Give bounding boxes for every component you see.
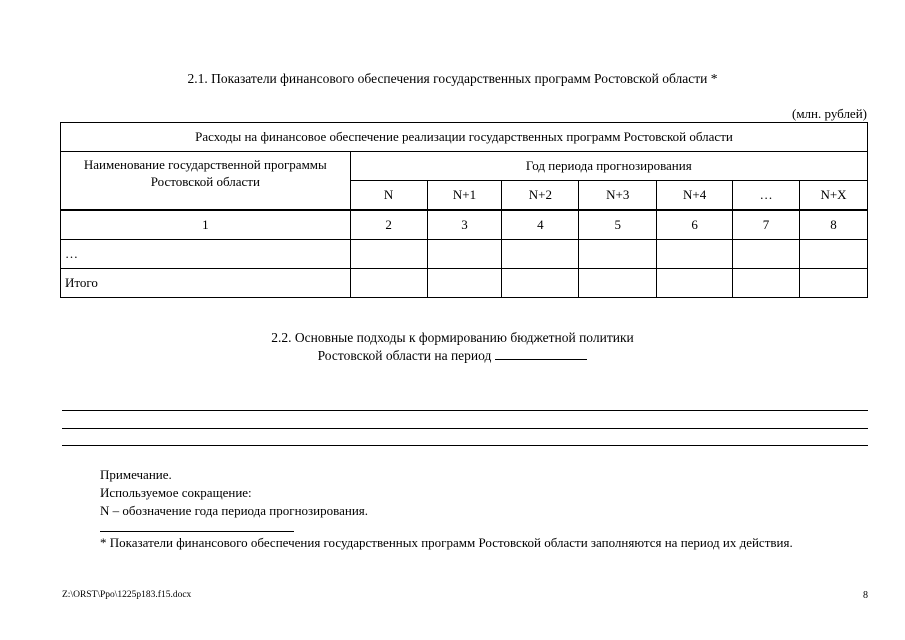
page-number: 8 — [863, 590, 868, 601]
table-cell — [733, 269, 800, 298]
units-label: (млн. рублей) — [792, 106, 867, 121]
year-column-header: N+X — [800, 181, 868, 210]
column-number: 7 — [733, 211, 800, 240]
column-number: 3 — [427, 211, 502, 240]
file-path: Z:\ORST\Ppo\1225p183.f15.docx — [62, 590, 192, 600]
fill-in-line — [62, 445, 868, 446]
year-column-header: N+4 — [657, 181, 733, 210]
budget-policy-title-line1: 2.2. Основные подходы к формированию бюджетной политики — [271, 330, 634, 345]
year-column-header: … — [733, 181, 800, 210]
fill-in-line — [62, 428, 868, 429]
table-cell — [733, 240, 800, 269]
section-title-financial-indicators: 2.1. Показатели финансового обеспечения государственных программ Ростовской области * — [187, 71, 718, 86]
table-cell — [579, 269, 657, 298]
column-number: 5 — [579, 211, 657, 240]
table-cell — [350, 240, 427, 269]
column-number: 8 — [800, 211, 868, 240]
table-cell — [502, 269, 579, 298]
year-column-header: N+3 — [579, 181, 657, 210]
budget-policy-title-text: Ростовской области на период — [317, 348, 492, 363]
table-cell — [427, 240, 502, 269]
year-column-header: N — [350, 181, 427, 210]
column-number: 6 — [657, 211, 733, 240]
fill-in-line — [62, 410, 868, 411]
table-cell — [657, 269, 733, 298]
column-number: 2 — [350, 211, 427, 240]
year-column-header: N+2 — [502, 181, 579, 210]
table-cell — [579, 240, 657, 269]
section-title-budget-policy — [0, 329, 905, 365]
program-name-header: Наименование государственной программы Ростовской области — [61, 152, 351, 210]
table-cell — [800, 269, 868, 298]
budget-policy-title-line2 — [0, 347, 905, 365]
financing-header-table — [60, 122, 868, 210]
financing-data-table — [60, 210, 868, 298]
table-cell — [800, 240, 868, 269]
table-cell — [350, 269, 427, 298]
table-main-header: Расходы на финансовое обеспечение реализации государственных программ Ростовской области — [61, 123, 868, 152]
period-blank-line — [495, 347, 587, 360]
row-label: … — [61, 240, 351, 269]
note-heading: Примечание. — [100, 467, 172, 482]
note-abbreviation-label: Используемое сокращение: — [100, 485, 252, 500]
footnote-separator — [100, 531, 294, 532]
footnote-text: * Показатели финансового обеспечения государственных программ Ростовской области заполняются на период их действия. — [100, 535, 793, 550]
forecast-period-header: Год периода прогнозирования — [350, 152, 867, 181]
column-number-row — [61, 211, 868, 240]
table-row-total — [61, 269, 868, 298]
table-cell — [657, 240, 733, 269]
year-column-header: N+1 — [427, 181, 502, 210]
column-number: 4 — [502, 211, 579, 240]
table-cell — [427, 269, 502, 298]
column-number: 1 — [61, 211, 351, 240]
row-label: Итого — [61, 269, 351, 298]
note-abbreviation-definition: N – обозначение года периода прогнозирования. — [100, 503, 369, 518]
table-row — [61, 240, 868, 269]
table-cell — [502, 240, 579, 269]
